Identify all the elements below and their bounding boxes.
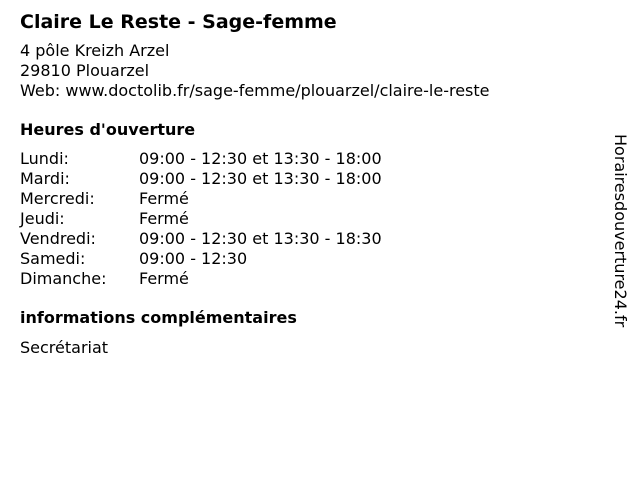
day-hours: Fermé	[139, 269, 189, 288]
hours-row-monday	[20, 149, 382, 169]
day-label: Dimanche:	[20, 269, 107, 288]
day-label: Vendredi:	[20, 229, 96, 248]
day-hours: 09:00 - 12:30 et 13:30 - 18:00	[139, 169, 382, 188]
address-city: 29810 Plouarzel	[20, 61, 150, 80]
day-hours: Fermé	[139, 189, 189, 208]
hours-row-thursday	[20, 209, 382, 229]
day-label: Jeudi:	[20, 209, 65, 228]
day-hours: 09:00 - 12:30	[139, 249, 248, 268]
website-link[interactable]: Web: www.doctolib.fr/sage-femme/plouarzel/claire-le-reste	[20, 81, 490, 100]
day-hours: 09:00 - 12:30 et 13:30 - 18:30	[139, 229, 382, 248]
address-block	[20, 41, 580, 101]
listing-card	[20, 9, 580, 358]
hours-row-sunday	[20, 269, 382, 289]
brand-watermark: Horairesdouverture24.fr	[611, 134, 630, 328]
hours-row-tuesday	[20, 169, 382, 189]
day-label: Samedi:	[20, 249, 86, 268]
opening-hours-heading: Heures d'ouverture	[20, 120, 196, 139]
hours-row-saturday	[20, 249, 382, 269]
hours-row-friday	[20, 229, 382, 249]
day-label: Lundi:	[20, 149, 69, 168]
hours-row-wednesday	[20, 189, 382, 209]
additional-info-heading: informations complémentaires	[20, 308, 297, 327]
day-label: Mardi:	[20, 169, 70, 188]
opening-hours-table	[20, 149, 382, 289]
additional-info-text: Secrétariat	[20, 338, 109, 357]
day-label: Mercredi:	[20, 189, 95, 208]
day-hours: 09:00 - 12:30 et 13:30 - 18:00	[139, 149, 382, 168]
page-title: Claire Le Reste - Sage-femme	[20, 11, 337, 33]
day-hours: Fermé	[139, 209, 189, 228]
address-street: 4 pôle Kreizh Arzel	[20, 41, 170, 60]
